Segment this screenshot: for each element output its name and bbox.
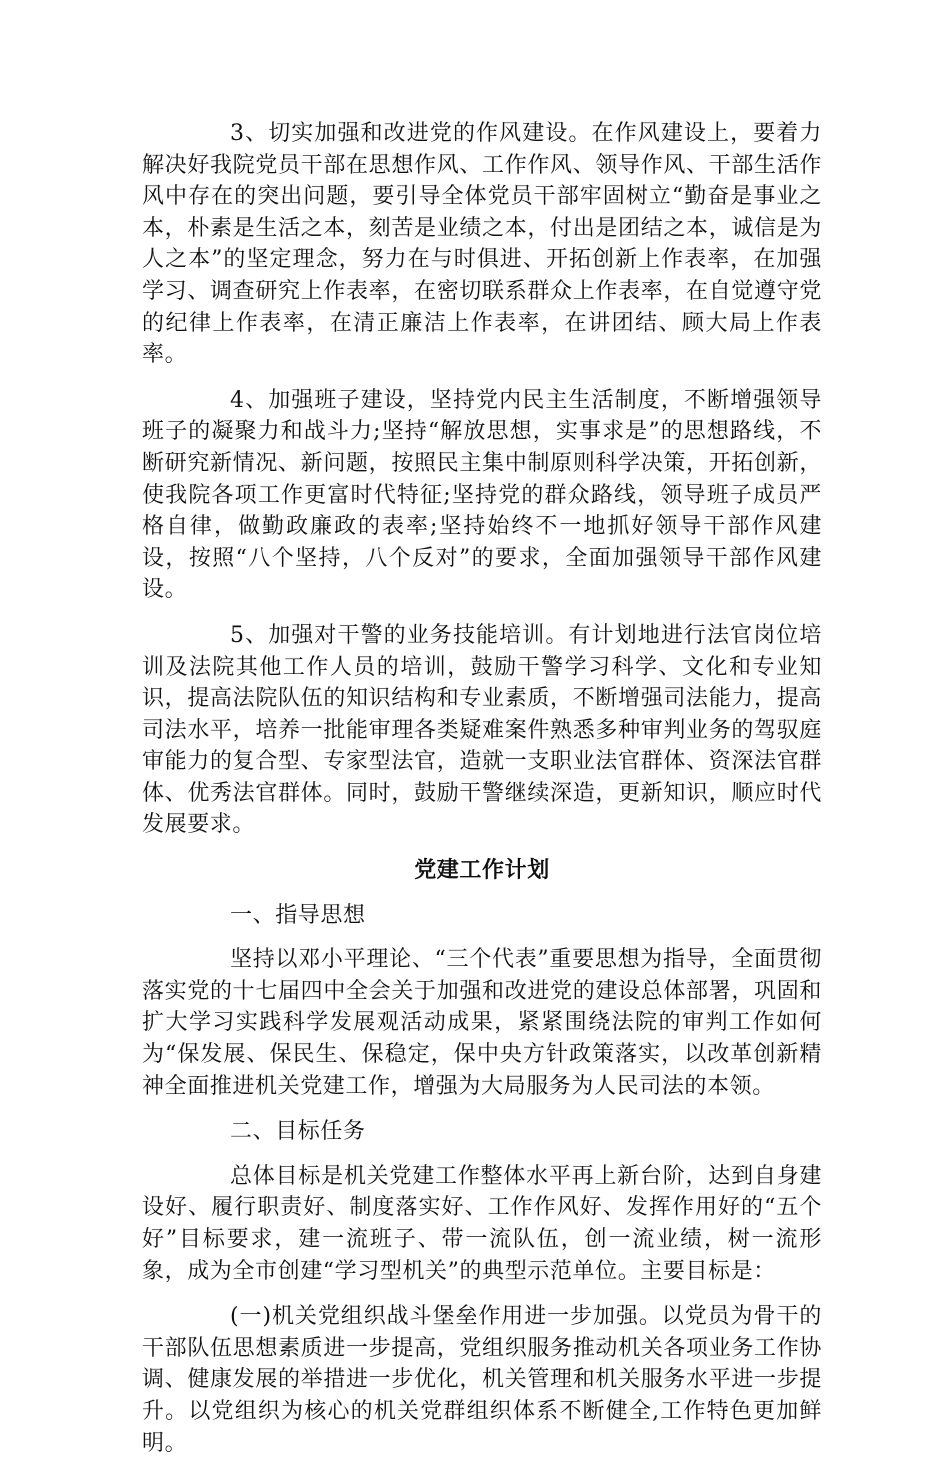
paragraph-item-5: 5、加强对干警的业务技能培训。有计划地进行法官岗位培训及法院其他工作人员的培训，鼓励干警学习科学、文化和专业知识，提高法院队伍的知识结构和专业素质，不断增强司法能力，提高司法水平，培养一批能审理各类疑难案件熟悉多种审判业务的驾驭庭审能力的复合型、专家型法官，造就一支职业法官群体、资深法官群体、优秀法官群体。同时，鼓励干警继续深造，更新知识，顺应时代发展要求。 — [142, 622, 822, 838]
section1-paragraph: 坚持以邓小平理论、“三个代表”重要思想为指导，全面贯彻落实党的十七届四中全会关于加强和改进党的建设总体部署，巩固和扩大学习实践科学发展观活动成果，紧紧围绕法院的审判工作如何为“保发展、保民生、保稳定，保中央方针政策落实，以改革创新精神全面推进机关党建工作，增强为大局服务为人民司法的本领。 — [142, 947, 822, 1099]
document-title: 党建工作计划 — [414, 858, 550, 884]
paragraph-item-4: 4、加强班子建设，坚持党内民主生活制度，不断增强领导班子的凝聚力和战斗力;坚持“解放思想，实事求是”的思想路线，不断研究新情况、新问题，按照民主集中制原则科学决策，开拓创新，使我院各项工作更富时代特征;坚持党的群众路线，领导班子成员严格自律，做勤政廉政的表率;坚持始终不一地抓好领导干部作风建设，按照“八个坚持，八个反对”的要求，全面加强领导干部作风建设。 — [142, 387, 822, 603]
paragraph-item-3: 3、切实加强和改进党的作风建设。在作风建设上，要着力解决好我院党员干部在思想作风、工作作风、领导作风、干部生活作风中存在的突出问题，要引导全体党员干部牢固树立“勤奋是事业之本，朴素是生活之本，刻苦是业绩之本，付出是团结之本，诚信是为人之本”的坚定理念，努力在与时俱进、开拓创新上作表率，在加强学习、调查研究上作表率，在密切联系群众上作表率，在自觉遵守党的纪律上作表率，在清正廉洁上作表率，在讲团结、顾大局上作表率。 — [142, 121, 822, 368]
section2-item-1: (一)机关党组织战斗堡垒作用进一步加强。以党员为骨干的干部队伍思想素质进一步提高，党组织服务推动机关各项业务工作协调、健康发展的举措进一步优化，机关管理和机关服务水平进一步提升。以党组织为核心的机关党群组织体系不断健全,工作特色更加鲜明。 — [142, 1304, 822, 1456]
section2-paragraph: 总体目标是机关党建工作整体水平再上新台阶，达到自身建设好、履行职责好、制度落实好、工作作风好、发挥作用好的“五个好”目标要求，建一流班子、带一流队伍，创一流业绩，树一流形象，成为全市创建“学习型机关”的典型示范单位。主要目标是： — [142, 1163, 822, 1284]
section1-heading: 一、指导思想 — [230, 902, 366, 928]
document-body — [142, 118, 822, 1473]
section2-heading: 二、目标任务 — [230, 1119, 366, 1145]
